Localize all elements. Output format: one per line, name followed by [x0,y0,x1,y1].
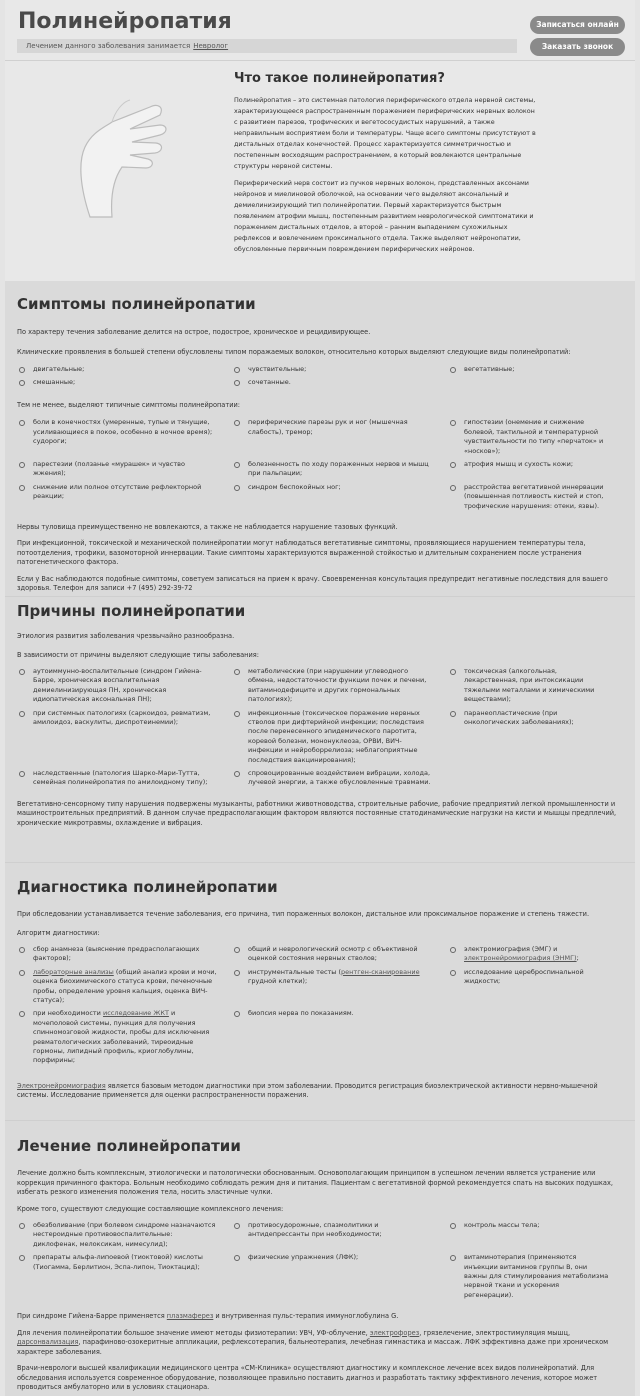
paragraph-text: , парафиново-озокеритные аппликации, рефлексотерапия, бальнеотерапия, лечебная гимнастика и массаж. ЛФК эффективна даже при хроническом характере заболевания. [17,1338,609,1356]
divider [5,596,635,597]
lab-tests-link[interactable]: лабораторные анализы [33,967,114,976]
list-item: периферические парезы рук и ног (мышечная слабость), тремор; [234,418,450,456]
treatment-p5: Врачи-неврологи высшей квалификации медицинского центра «СМ-Клиника» осуществляют диагностику и комплексное лечение всех видов полинейропатий. Для обследования используется современное оборудование, позволяющее правильно поставить диагноз и разработать тактику эффективного лечения, которое может проводиться амбулаторно или в условиях стационара. [17,1364,598,1392]
list-item: вегетативные; [450,365,625,374]
header [5,0,635,61]
electrophoresis-link[interactable]: электрофорез [369,1328,420,1337]
intro-paragraph-2: Периферический нерв состоит из пучков нервных волокон, представленных аксонами нейронов и миелиновой оболочкой, на основании чего выделяют аксональный и демиелинизирующий тип полинейропатии. Первый характеризуется быстрым появлением атрофии мышц, постепенным развитием неврологической симптоматики и поражением дистальных отделов, а второй – ранним выпадением сухожильных рефлексов и вовлечением проксимального отдела. Также выделяют нейронопатии, обусловленные первичным повреждением периферических нейронов. [234,179,534,253]
paragraph-text: и внутривенная пульс-терапия иммуноглобулина G. [213,1312,399,1321]
darsonval-link[interactable]: дарсонвализация [17,1338,79,1347]
list-item: метаболические (при нарушении углеводного обмена, недостаточности функции почек и печени, витаминодефиците и других гормональных патологиях); [234,667,450,705]
list-item: чувствительные; [234,365,450,374]
list-item: атрофия мышц и сухость кожи; [450,460,625,479]
symptoms-p4: Нервы туловища преимущественно не вовлекаются, а также не наблюдается нарушение тазовых функций. [17,522,398,531]
item-text: (общий анализ крови и мочи, оценка биохимического статуса крови, печеночные пробы, определение уровня кальция, оценка ВИЧ-статуса); [33,967,217,1005]
list-item: двигательные; [19,365,234,374]
list-item: препараты альфа-липоевой (тиоктовой) кислоты (Тиогамма, Берлитион, Эспа-липон, Тиоктацид); [19,1253,234,1300]
treatment-list [5,1221,635,1304]
list-item: боли в конечностях (умеренные, тупые и тянущие, усиливающиеся в покое, особенно в ночное время); судороги; [19,418,234,456]
list-item: синдром беспокойных ног; [234,483,450,511]
list-item: паранеопластические (при онкологических заболеваниях); [450,709,625,765]
symptoms-p3: Тем не менее, выделяют типичные симптомы полинейропатии: [17,400,240,409]
list-item: исследование цереброспинальной жидкости; [450,968,625,1006]
intro-title: Что такое полинейропатия? [234,71,445,86]
causes-p2: В зависимости от причины выделяют следующие типы заболевания: [17,650,259,659]
causes-section [5,602,635,828]
symptoms-title: Симптомы полинейропатии [17,295,256,313]
symptoms-p1: По характеру течения заболевание делится на острое, подострое, хроническое и рецидивирующее. [17,328,371,336]
symptoms-types-list [5,365,635,392]
treatment-p2: Кроме того, существуют следующие составляющие комплексного лечения: [17,1204,284,1213]
diagnostics-p3 [5,1082,635,1101]
list-item: аутоиммунно-воспалительные (синдром Гийена-Барре, хроническая воспалительная демиелинизирующая ПН, хроническая идиопатическая аксональная ПН); [19,667,234,705]
xray-link[interactable]: рентген-сканирование [341,967,420,976]
divider [5,1120,635,1121]
list-item: расстройства вегетативной иннервации (повышенная потливость кистей и стоп, трофические нарушения: отеки, язвы). [450,483,625,511]
list-item: токсическая (алкогольная, лекарственная, при интоксикации тяжелыми металлами и химическими веществами); [450,667,625,705]
list-item: биопсия нерва по показаниям. [234,1009,450,1065]
causes-list [5,667,635,792]
list-item: спровоцированные воздействием вибрации, холода, лучевой энергии, а также обусловленные травмами. [234,769,450,788]
item-text: и мочеполовой системы, пункция для получения спинномозговой жидкости, пробы для исключения ревматологических заболеваний, тиреоидные гормоны, липидный профиль, криоглобулины, порфирины; [33,1009,210,1065]
intro-section [5,61,635,281]
doctor-bar [17,39,517,53]
treatment-p4 [5,1329,635,1358]
causes-p3: Вегетативно-сенсорному типу нарушения подвержены музыканты, работники животноводства, строительные рабочие, рабочие предприятий легкой промышленности и машиностроительных предприятий. В данном случае предрасполагающим фактором являются постоянные статодинамические нагрузки на кисти и мышцы предплечий, хронические микротравмы, охлаждение и вибрация. [17,799,617,827]
list-item: противосудорожные, спазмолитики и антидепрессанты при необходимости; [234,1221,450,1249]
diagnostics-p1: При обследовании устанавливается течение заболевания, его причина, тип пораженных волокон, дистальное или проксимальное поражение и степень тяжести. [17,910,590,918]
symptoms-p6: Если у Вас наблюдаются подобные симптомы, советуем записаться на прием к врачу. Своевременная консультация предупредит негативные последствия для вашего здоровья. Телефон для записи +7 (495) 292-39-72 [17,574,608,593]
list-item: контроль массы тела; [450,1221,625,1249]
list-item: болезненность по ходу пораженных нервов и мышц при пальпации; [234,460,450,479]
paragraph-text: является базовым методом диагностики при этом заболевании. Проводится регистрация биоэлектрической активности нервно-мышечной системы. Исследование применяется для оценки распространенности поражения. [17,1081,598,1100]
symptoms-section [5,295,635,594]
item-text: грудной клетки); [248,977,308,986]
diagnostics-p2: Алгоритм диагностики: [17,928,100,937]
doctor-link[interactable]: Невролог [193,42,229,50]
order-call-button[interactable]: Заказать звонок [530,38,625,56]
list-item: парестезии (ползанье «мурашек» и чувство жжения); [19,460,234,479]
list-item: сбор анамнеза (выяснение предрасполагающих факторов); [19,945,234,964]
enmg-link[interactable]: Электронейромиография [17,1081,106,1090]
gi-exam-link[interactable]: исследование ЖКТ [102,1009,169,1018]
paragraph-text: Для лечения полинейропатии большое значение имеют методы физиотерапии: УВЧ, УФ-облучение, [17,1328,370,1337]
causes-p1: Этиология развития заболевания чрезвычайно разнообразна. [17,632,235,640]
paragraph-text: При синдроме Гийена-Барре применяется [17,1312,167,1321]
page-title: Полинейропатия [18,9,232,34]
list-item [19,1009,234,1065]
list-item: гипостезии (онемение и снижение болевой, тактильной и температурной чувствительности по типу «перчаток» и «носков»); [450,418,625,456]
book-online-button[interactable]: Записаться онлайн [530,16,625,34]
list-item [234,968,450,1006]
enmg-link[interactable]: электронейромиография (ЭНМГ) [464,954,577,963]
treatment-p3 [5,1312,635,1322]
intro-paragraph-1: Полинейропатия – это системная патология периферического отдела нервной системы, характеризующееся распространенным поражением периферических нервных волокон с развитием парезов, трофических и вегетососудистых нарушений, а также неправильным восприятием боли и температуры. Чаще всего симптомы присутствуют в дистальных отделах конечностей. Процесс характеризуется симметричностью и постепенным восходящим распространением, в который вовлекаются центральные структуры нервной системы. [234,96,536,170]
diagnostics-title: Диагностика полинейропатии [17,878,278,896]
list-item: снижение или полное отсутствие рефлекторной реакции; [19,483,234,511]
causes-title: Причины полинейропатии [17,602,246,620]
list-item: общий и неврологический осмотр с объективной оценкой состояния нервных стволов; [234,945,450,964]
symptoms-p2: Клинические проявления в большей степени обусловлены типом поражаемых волокон, относительно которых выделяют следующие виды полинейропатий: [17,347,571,356]
list-item: при системных патологиях (саркоидоз, ревматизм, амилоидоз, васкулиты, диспротеинемии); [19,709,234,765]
treatment-section [5,1137,635,1393]
plasmapheresis-link[interactable]: плазмаферез [166,1312,214,1321]
list-item: обезболивание (при болевом синдроме назначаются нестероидные противовоспалительные: диклофенак, мелоксикам, нимесулид); [19,1221,234,1249]
list-item: смешанные; [19,378,234,387]
symptoms-list [5,418,635,515]
diagnostics-list [5,945,635,1070]
symptoms-p5: При инфекционной, токсической и механической полинейропатии могут наблюдаться вегетативные симптомы, проявляющиеся нарушением температуры тела, потоотделения, трофики, вазомоторной иннервации. Такие симптомы характеризуются выраженной стойкостью и длительным сохранением после устранения патогенетического фактора. [17,539,586,567]
paragraph-text: , грязелечение, электростимуляция мышц, [419,1328,571,1337]
item-text: инструментальные тесты ( [248,967,342,976]
list-item: наследственные (патология Шарко-Мари-Тутта, семейная полинейропатия по амилоидному типу); [19,769,234,788]
diagnostics-section [5,878,635,1101]
list-item: витаминотерапия (применяются инъекции витаминов группы В, они важны для стимулирования метаболизма нервной ткани и ускорения регенерации). [450,1253,625,1300]
list-item: физические упражнения (ЛФК); [234,1253,450,1300]
hand-illustration [60,67,170,242]
item-text: ; [576,954,579,963]
list-item [19,968,234,1006]
treatment-p1: Лечение должно быть комплексным, этиологически и патологически обоснованным. Основополагающим принципом в успешном лечении является устранение или коррекция причинного фактора. Больным необходимо соблюдать режим дня и питания. Пациентам с вегетативной формой рекомендуется спать на высоких подушках, избегать резкого изменения положения тела, носить эластичные чулки. [17,1169,613,1196]
list-item [450,945,625,964]
doctor-label: Лечением данного заболевания занимается [26,42,191,50]
divider [5,862,635,863]
item-text: электромиография (ЭМГ) и [464,945,558,953]
list-item: инфекционные (токсическое поражение нервных стволов при дифтерийной инфекции; последствия после перенесенного эпидемического паротита, коревой болезни, мононуклеоза, ОРВИ, ВИЧ-инфекции и нейроборрелиоза; неблагоприятные последствия вакцинирования); [234,709,450,765]
list-item: сочетанные. [234,378,450,387]
item-text: при необходимости [33,1009,103,1018]
page [5,0,635,1396]
treatment-title: Лечение полинейропатии [17,1137,241,1155]
